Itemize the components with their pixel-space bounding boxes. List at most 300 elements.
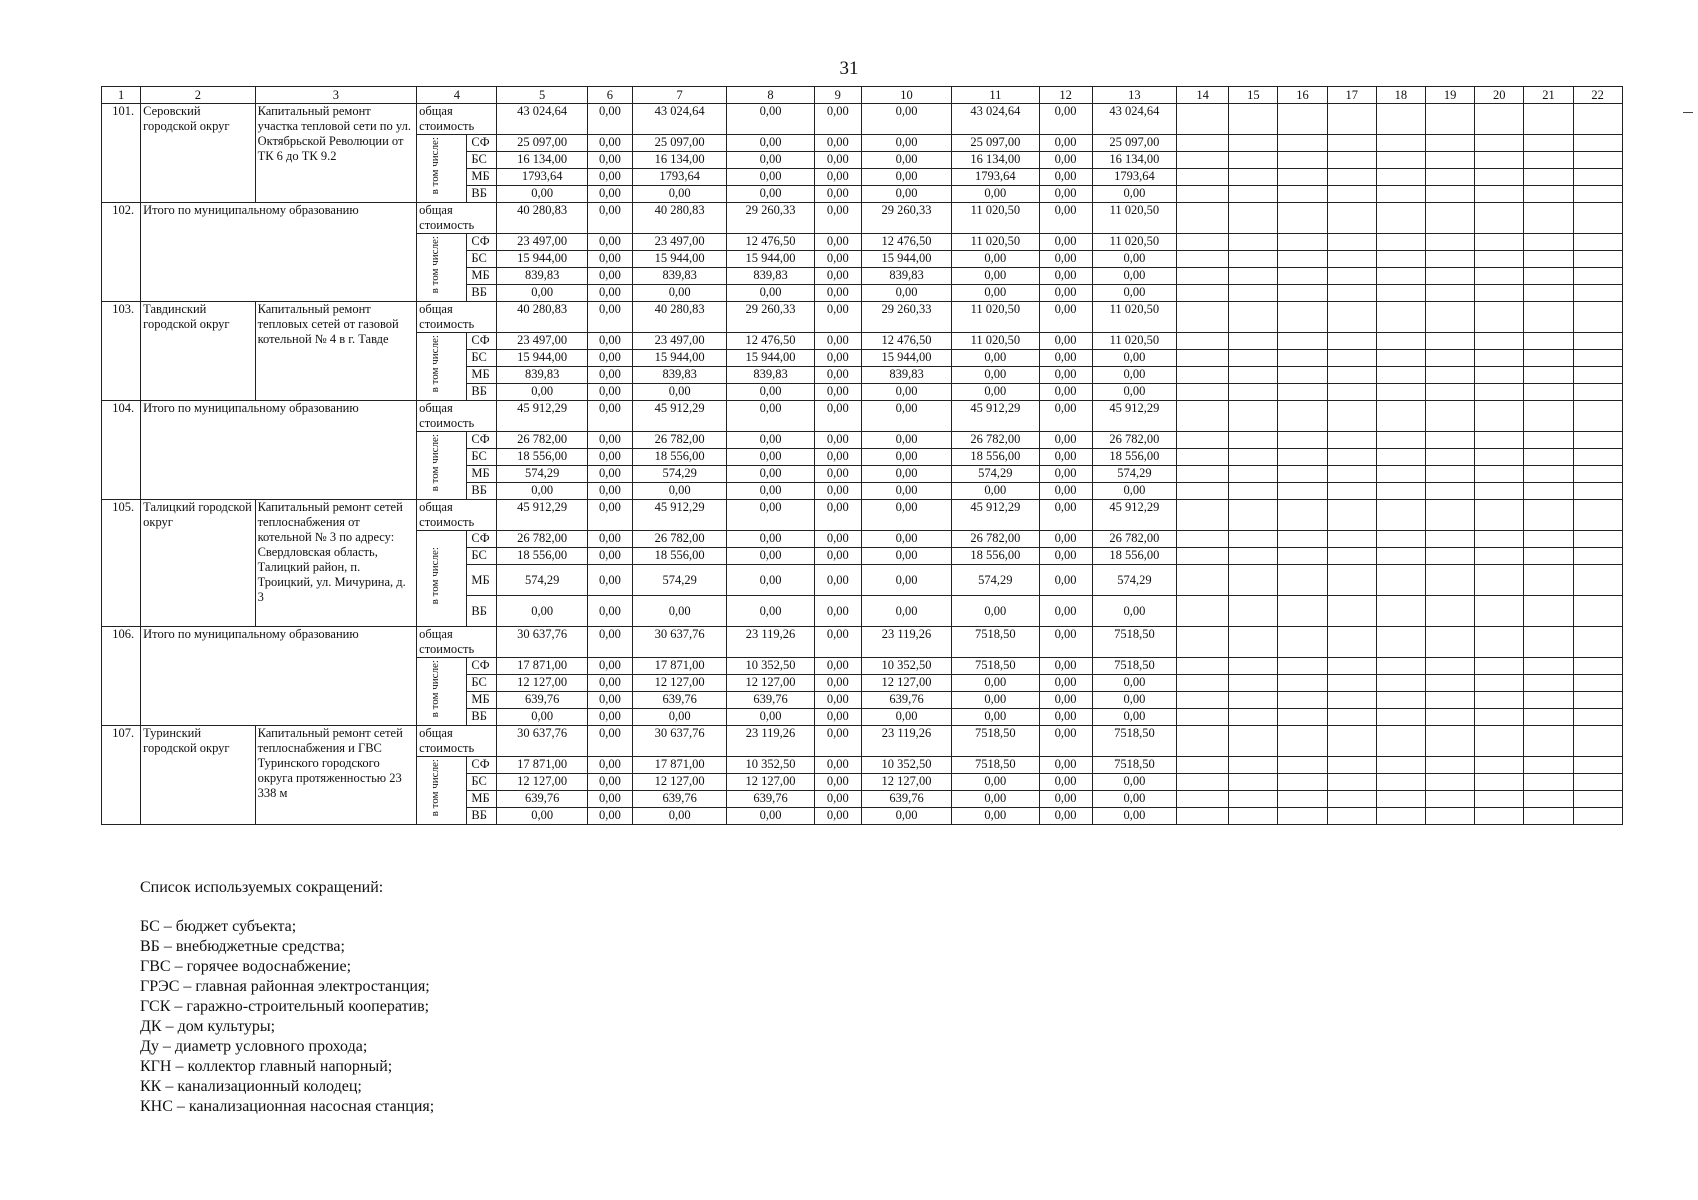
- sub-label: СФ: [467, 531, 497, 548]
- col-header-3: 3: [255, 87, 417, 104]
- value-cell: 839,83: [861, 367, 951, 384]
- empty-cell: [1278, 367, 1327, 384]
- empty-cell: [1475, 808, 1524, 825]
- empty-cell: [1177, 627, 1229, 658]
- sub-label: ВБ: [467, 186, 497, 203]
- value-cell: 12 476,50: [861, 333, 951, 350]
- empty-cell: [1475, 658, 1524, 675]
- empty-cell: [1327, 531, 1376, 548]
- value-cell: 26 782,00: [497, 531, 587, 548]
- empty-cell: [1278, 627, 1327, 658]
- empty-cell: [1327, 709, 1376, 726]
- empty-cell: [1475, 692, 1524, 709]
- col-header-8: 8: [727, 87, 814, 104]
- value-cell: 0,00: [632, 808, 726, 825]
- value-cell: 40 280,83: [497, 302, 587, 333]
- empty-cell: [1327, 135, 1376, 152]
- entry-name: Тавдинский городской округ: [141, 302, 255, 401]
- value-cell: 45 912,29: [1092, 401, 1176, 432]
- empty-cell: [1327, 302, 1376, 333]
- value-cell: 15 944,00: [861, 350, 951, 367]
- value-cell: 18 556,00: [497, 449, 587, 466]
- empty-cell: [1327, 203, 1376, 234]
- empty-cell: [1524, 152, 1573, 169]
- value-cell: 0,00: [1039, 302, 1092, 333]
- value-cell: 16 134,00: [1092, 152, 1176, 169]
- value-cell: 639,76: [632, 791, 726, 808]
- value-cell: 0,00: [497, 285, 587, 302]
- value-cell: 839,83: [727, 367, 814, 384]
- value-cell: 0,00: [1039, 367, 1092, 384]
- value-cell: 30 637,76: [497, 726, 587, 757]
- empty-cell: [1376, 596, 1425, 627]
- value-cell: 15 944,00: [727, 350, 814, 367]
- empty-cell: [1327, 565, 1376, 596]
- empty-cell: [1524, 350, 1573, 367]
- value-cell: 7518,50: [1092, 627, 1176, 658]
- empty-cell: [1278, 658, 1327, 675]
- value-cell: 0,00: [587, 367, 632, 384]
- sub-label: СФ: [467, 234, 497, 251]
- value-cell: 0,00: [814, 367, 861, 384]
- value-cell: 0,00: [587, 627, 632, 658]
- sub-label: МБ: [467, 791, 497, 808]
- empty-cell: [1376, 268, 1425, 285]
- abbreviation-item: БС – бюджет субъекта;: [140, 918, 297, 935]
- value-cell: 839,83: [727, 268, 814, 285]
- entry-name: Итого по муниципальному образованию: [141, 401, 417, 500]
- empty-cell: [1475, 757, 1524, 774]
- empty-cell: [1229, 285, 1278, 302]
- value-cell: 0,00: [587, 548, 632, 565]
- value-cell: 12 127,00: [497, 774, 587, 791]
- value-cell: 0,00: [814, 565, 861, 596]
- value-cell: 16 134,00: [497, 152, 587, 169]
- value-cell: 0,00: [1092, 367, 1176, 384]
- empty-cell: [1524, 596, 1573, 627]
- value-cell: 0,00: [1039, 658, 1092, 675]
- value-cell: 0,00: [1039, 531, 1092, 548]
- entry-row: [102, 726, 1672, 757]
- value-cell: 0,00: [1092, 596, 1176, 627]
- entry-number: 104.: [102, 401, 141, 500]
- value-cell: 0,00: [861, 135, 951, 152]
- empty-cell: [1573, 203, 1622, 234]
- empty-cell: [1376, 791, 1425, 808]
- empty-cell: [1229, 432, 1278, 449]
- in-total-label: [417, 234, 454, 302]
- value-cell: 0,00: [814, 774, 861, 791]
- empty-cell: [1278, 135, 1327, 152]
- value-cell: 0,00: [814, 483, 861, 500]
- value-cell: 0,00: [587, 709, 632, 726]
- value-cell: 0,00: [727, 531, 814, 548]
- value-cell: 12 127,00: [727, 675, 814, 692]
- value-cell: 0,00: [1092, 285, 1176, 302]
- empty-cell: [1376, 627, 1425, 658]
- empty-cell: [1425, 565, 1474, 596]
- value-cell: 0,00: [1039, 692, 1092, 709]
- empty-cell: [1376, 285, 1425, 302]
- empty-cell: [1524, 808, 1573, 825]
- empty-cell: [1425, 234, 1474, 251]
- empty-cell: [1475, 251, 1524, 268]
- value-cell: 18 556,00: [1092, 548, 1176, 565]
- empty-cell: [1229, 186, 1278, 203]
- value-cell: 0,00: [587, 692, 632, 709]
- empty-cell: [1177, 350, 1229, 367]
- value-cell: 45 912,29: [497, 401, 587, 432]
- value-cell: 25 097,00: [632, 135, 726, 152]
- value-cell: 23 497,00: [497, 333, 587, 350]
- sub-label: БС: [467, 774, 497, 791]
- value-cell: 574,29: [632, 565, 726, 596]
- value-cell: 45 912,29: [497, 500, 587, 531]
- value-cell: 0,00: [1039, 234, 1092, 251]
- empty-cell: [1376, 135, 1425, 152]
- value-cell: 0,00: [727, 104, 814, 135]
- value-cell: 639,76: [727, 692, 814, 709]
- value-cell: 0,00: [587, 500, 632, 531]
- value-cell: 0,00: [587, 808, 632, 825]
- empty-cell: [1475, 531, 1524, 548]
- value-cell: 43 024,64: [497, 104, 587, 135]
- value-cell: 0,00: [727, 285, 814, 302]
- value-cell: 839,83: [632, 268, 726, 285]
- empty-cell: [1229, 531, 1278, 548]
- empty-cell: [1177, 135, 1229, 152]
- spacer-cell: [454, 333, 467, 401]
- value-cell: 0,00: [1039, 350, 1092, 367]
- empty-cell: [1524, 483, 1573, 500]
- value-cell: 0,00: [587, 466, 632, 483]
- value-cell: 0,00: [727, 483, 814, 500]
- value-cell: 43 024,64: [1092, 104, 1176, 135]
- empty-cell: [1278, 774, 1327, 791]
- empty-cell: [1425, 692, 1474, 709]
- sub-label: МБ: [467, 367, 497, 384]
- page-number: 31: [839, 58, 859, 79]
- empty-cell: [1177, 384, 1229, 401]
- value-cell: 0,00: [1039, 774, 1092, 791]
- value-cell: 0,00: [861, 169, 951, 186]
- empty-cell: [1177, 483, 1229, 500]
- value-cell: 0,00: [1039, 627, 1092, 658]
- empty-cell: [1229, 367, 1278, 384]
- value-cell: 0,00: [1039, 808, 1092, 825]
- value-cell: 639,76: [861, 791, 951, 808]
- value-cell: 0,00: [587, 449, 632, 466]
- empty-cell: [1327, 234, 1376, 251]
- value-cell: 0,00: [1039, 548, 1092, 565]
- empty-cell: [1229, 658, 1278, 675]
- in-total-text: в том числе:: [428, 236, 441, 294]
- spacer-cell: [454, 135, 467, 203]
- in-total-label: [417, 333, 454, 401]
- empty-cell: [1177, 709, 1229, 726]
- value-cell: 26 782,00: [1092, 531, 1176, 548]
- value-cell: 0,00: [814, 596, 861, 627]
- value-cell: 1793,64: [1092, 169, 1176, 186]
- value-cell: 0,00: [1039, 500, 1092, 531]
- abbreviation-item: КГН – коллектор главный напорный;: [140, 1058, 393, 1075]
- empty-cell: [1278, 251, 1327, 268]
- empty-cell: [1524, 432, 1573, 449]
- empty-cell: [1573, 658, 1622, 675]
- value-cell: 12 476,50: [727, 333, 814, 350]
- value-cell: 0,00: [1092, 808, 1176, 825]
- empty-cell: [1376, 350, 1425, 367]
- value-cell: 0,00: [1092, 675, 1176, 692]
- empty-cell: [1327, 692, 1376, 709]
- empty-cell: [1573, 757, 1622, 774]
- value-cell: 0,00: [1039, 169, 1092, 186]
- general-cost-label: общая стоимость: [417, 500, 497, 531]
- value-cell: 0,00: [587, 791, 632, 808]
- col-header-16: 16: [1278, 87, 1327, 104]
- empty-cell: [1376, 234, 1425, 251]
- value-cell: 12 127,00: [727, 774, 814, 791]
- value-cell: 0,00: [632, 483, 726, 500]
- empty-cell: [1278, 302, 1327, 333]
- empty-cell: [1177, 251, 1229, 268]
- empty-cell: [1278, 675, 1327, 692]
- empty-cell: [1425, 774, 1474, 791]
- empty-cell: [1376, 565, 1425, 596]
- empty-cell: [1278, 449, 1327, 466]
- empty-cell: [1229, 302, 1278, 333]
- empty-cell: [1475, 774, 1524, 791]
- value-cell: 0,00: [727, 808, 814, 825]
- empty-cell: [1573, 675, 1622, 692]
- empty-cell: [1573, 548, 1622, 565]
- value-cell: 12 127,00: [632, 774, 726, 791]
- empty-cell: [1425, 709, 1474, 726]
- empty-cell: [1327, 449, 1376, 466]
- empty-cell: [1425, 268, 1474, 285]
- empty-cell: [1177, 285, 1229, 302]
- empty-cell: [1229, 104, 1278, 135]
- value-cell: 7518,50: [952, 757, 1039, 774]
- value-cell: 29 260,33: [861, 203, 951, 234]
- empty-cell: [1425, 367, 1474, 384]
- empty-cell: [1524, 367, 1573, 384]
- empty-cell: [1278, 709, 1327, 726]
- value-cell: 0,00: [814, 268, 861, 285]
- value-cell: 11 020,50: [1092, 203, 1176, 234]
- empty-cell: [1177, 104, 1229, 135]
- value-cell: 0,00: [814, 449, 861, 466]
- empty-cell: [1425, 548, 1474, 565]
- empty-cell: [1278, 333, 1327, 350]
- empty-cell: [1327, 367, 1376, 384]
- value-cell: 0,00: [814, 152, 861, 169]
- empty-cell: [1425, 432, 1474, 449]
- value-cell: 0,00: [1039, 596, 1092, 627]
- value-cell: 574,29: [497, 466, 587, 483]
- budget-table: [101, 86, 1672, 825]
- empty-cell: [1425, 251, 1474, 268]
- general-cost-label: общая стоимость: [417, 401, 497, 432]
- empty-cell: [1376, 675, 1425, 692]
- value-cell: 0,00: [587, 203, 632, 234]
- value-cell: 26 782,00: [497, 432, 587, 449]
- value-cell: 0,00: [861, 432, 951, 449]
- value-cell: 26 782,00: [632, 432, 726, 449]
- empty-cell: [1376, 251, 1425, 268]
- value-cell: 0,00: [1039, 675, 1092, 692]
- empty-cell: [1376, 401, 1425, 432]
- value-cell: 0,00: [814, 285, 861, 302]
- empty-cell: [1327, 350, 1376, 367]
- abbreviation-item: ГРЭС – главная районная электростанция;: [140, 978, 430, 995]
- empty-cell: [1278, 466, 1327, 483]
- value-cell: 839,83: [497, 268, 587, 285]
- value-cell: 0,00: [1039, 203, 1092, 234]
- value-cell: 574,29: [497, 565, 587, 596]
- empty-cell: [1229, 135, 1278, 152]
- abbreviation-item: ВБ – внебюджетные средства;: [140, 938, 345, 955]
- empty-cell: [1475, 709, 1524, 726]
- empty-cell: [1573, 449, 1622, 466]
- empty-cell: [1177, 774, 1229, 791]
- empty-cell: [1475, 466, 1524, 483]
- empty-cell: [1229, 234, 1278, 251]
- empty-cell: [1376, 432, 1425, 449]
- empty-cell: [1425, 757, 1474, 774]
- empty-cell: [1524, 627, 1573, 658]
- empty-cell: [1376, 483, 1425, 500]
- empty-cell: [1475, 791, 1524, 808]
- value-cell: 7518,50: [1092, 757, 1176, 774]
- entry-number: 105.: [102, 500, 141, 627]
- empty-cell: [1278, 401, 1327, 432]
- spacer-cell: [454, 432, 467, 500]
- value-cell: 0,00: [587, 350, 632, 367]
- sub-label: ВБ: [467, 808, 497, 825]
- empty-cell: [1573, 384, 1622, 401]
- empty-cell: [1376, 531, 1425, 548]
- empty-cell: [1425, 483, 1474, 500]
- sub-label: ВБ: [467, 384, 497, 401]
- empty-cell: [1475, 169, 1524, 186]
- entry-number: 106.: [102, 627, 141, 726]
- empty-cell: [1573, 791, 1622, 808]
- empty-cell: [1376, 384, 1425, 401]
- value-cell: 0,00: [727, 169, 814, 186]
- value-cell: 0,00: [727, 186, 814, 203]
- value-cell: 0,00: [587, 658, 632, 675]
- value-cell: 0,00: [587, 531, 632, 548]
- empty-cell: [1475, 285, 1524, 302]
- value-cell: 11 020,50: [952, 333, 1039, 350]
- empty-cell: [1177, 268, 1229, 285]
- empty-cell: [1229, 596, 1278, 627]
- value-cell: 0,00: [861, 449, 951, 466]
- empty-cell: [1278, 186, 1327, 203]
- empty-cell: [1177, 726, 1229, 757]
- value-cell: 0,00: [952, 483, 1039, 500]
- sub-label: МБ: [467, 565, 497, 596]
- entry-row: [102, 203, 1672, 234]
- empty-cell: [1229, 466, 1278, 483]
- value-cell: 0,00: [952, 596, 1039, 627]
- value-cell: 0,00: [1092, 251, 1176, 268]
- value-cell: 1793,64: [497, 169, 587, 186]
- value-cell: 0,00: [814, 251, 861, 268]
- empty-cell: [1573, 531, 1622, 548]
- entry-name: Серовский городской округ: [141, 104, 255, 203]
- empty-cell: [1376, 449, 1425, 466]
- empty-cell: [1573, 302, 1622, 333]
- value-cell: 11 020,50: [952, 302, 1039, 333]
- empty-cell: [1475, 350, 1524, 367]
- value-cell: 17 871,00: [632, 658, 726, 675]
- empty-cell: [1425, 152, 1474, 169]
- value-cell: 40 280,83: [632, 203, 726, 234]
- in-total-text: в том числе:: [428, 137, 441, 195]
- empty-cell: [1475, 384, 1524, 401]
- empty-cell: [1376, 808, 1425, 825]
- empty-cell: [1475, 186, 1524, 203]
- empty-cell: [1425, 350, 1474, 367]
- value-cell: 43 024,64: [952, 104, 1039, 135]
- spacer-cell: [454, 234, 467, 302]
- value-cell: 0,00: [497, 808, 587, 825]
- value-cell: 18 556,00: [1092, 449, 1176, 466]
- sub-label: СФ: [467, 333, 497, 350]
- empty-cell: [1524, 692, 1573, 709]
- value-cell: 0,00: [497, 186, 587, 203]
- empty-cell: [1425, 302, 1474, 333]
- value-cell: 12 127,00: [497, 675, 587, 692]
- empty-cell: [1524, 251, 1573, 268]
- value-cell: 0,00: [1039, 483, 1092, 500]
- empty-cell: [1573, 251, 1622, 268]
- empty-cell: [1524, 135, 1573, 152]
- abbreviations-title: Список используемых сокращений:: [140, 879, 384, 896]
- value-cell: 0,00: [1039, 333, 1092, 350]
- entry-row: [102, 500, 1672, 531]
- value-cell: 17 871,00: [497, 658, 587, 675]
- value-cell: 45 912,29: [952, 401, 1039, 432]
- value-cell: 0,00: [1039, 268, 1092, 285]
- sub-label: МБ: [467, 466, 497, 483]
- empty-cell: [1327, 268, 1376, 285]
- sub-label: ВБ: [467, 596, 497, 627]
- value-cell: 40 280,83: [632, 302, 726, 333]
- abbreviation-item: КК – канализационный колодец;: [140, 1078, 362, 1095]
- value-cell: 0,00: [1092, 709, 1176, 726]
- value-cell: 0,00: [952, 285, 1039, 302]
- empty-cell: [1278, 726, 1327, 757]
- col-header-5: 5: [497, 87, 587, 104]
- value-cell: 0,00: [814, 500, 861, 531]
- value-cell: 0,00: [632, 384, 726, 401]
- empty-cell: [1573, 627, 1622, 658]
- value-cell: 0,00: [587, 152, 632, 169]
- empty-cell: [1229, 757, 1278, 774]
- value-cell: 16 134,00: [952, 152, 1039, 169]
- value-cell: 0,00: [861, 531, 951, 548]
- empty-cell: [1573, 500, 1622, 531]
- entry-row: [102, 104, 1672, 135]
- empty-cell: [1327, 333, 1376, 350]
- value-cell: 40 280,83: [497, 203, 587, 234]
- value-cell: 0,00: [727, 565, 814, 596]
- abbreviations-list: [140, 878, 434, 1117]
- empty-cell: [1524, 302, 1573, 333]
